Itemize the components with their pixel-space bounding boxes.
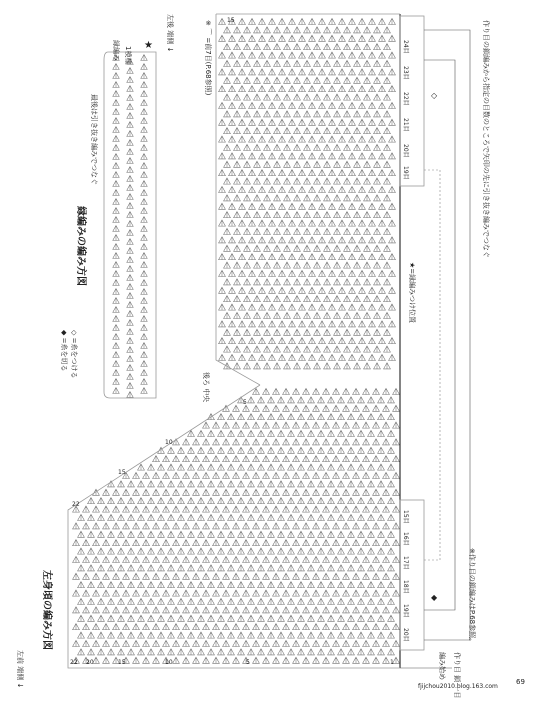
back-center-label: 後ろ 中央 bbox=[202, 372, 210, 403]
row-number-20: 20 bbox=[86, 659, 94, 666]
top-row-15: 15 bbox=[227, 17, 235, 24]
lower-body-lace-mesh bbox=[73, 388, 400, 663]
legend-cut-yarn: ◆ =糸を切る bbox=[60, 330, 68, 372]
watermark-text: fjijchou2010.blog.163.com bbox=[418, 683, 498, 690]
start-label: 編み始め bbox=[438, 652, 446, 680]
cut-marker: ◆ bbox=[431, 593, 438, 602]
stitch-count-23: 23目 bbox=[402, 66, 409, 80]
edging-position-note: ★=縁編みつけ位置 bbox=[408, 262, 416, 324]
stitch-count-21: 21目 bbox=[402, 118, 409, 132]
edging-lace-strip bbox=[113, 55, 147, 398]
stitch-count-15: 15目 bbox=[402, 510, 409, 524]
stitch-count-19: 19目 bbox=[402, 166, 409, 180]
edging-position-dashed bbox=[424, 170, 440, 560]
stitch-count-18: 18目 bbox=[402, 580, 409, 594]
chain-note: 作り目 鎖 一目 bbox=[453, 652, 461, 699]
row-number-15: 15 bbox=[118, 659, 126, 666]
left-front-label: 左前 端側 ↓ bbox=[16, 650, 24, 689]
join-marker: ◇ bbox=[431, 91, 438, 100]
upper-row-5: 5 bbox=[243, 399, 247, 406]
upper-row-22: 22 bbox=[72, 501, 80, 508]
connector-line-2 bbox=[424, 60, 455, 610]
row7-note: ※ ⌒ =前7目(P.68参照) bbox=[204, 20, 212, 96]
page-number: 69 bbox=[516, 678, 525, 686]
edging-one-pattern-label: 1模様 bbox=[124, 46, 132, 65]
edging-label: 縁編み bbox=[112, 40, 120, 61]
stitch-count-20: 20目 bbox=[402, 144, 409, 158]
row-number-10: 10 bbox=[165, 659, 173, 666]
stitch-count-19b: 19目 bbox=[402, 604, 409, 618]
upper-body-lace-mesh bbox=[219, 18, 396, 369]
stitch-count-20b: 20目 bbox=[402, 628, 409, 642]
foundation-ref-note: ※作り目の鎖編みはP.68参照。 bbox=[468, 548, 476, 646]
row-number-22: 22 bbox=[70, 659, 78, 666]
upper-row-15: 15 bbox=[118, 469, 126, 476]
row-number-5: 5 bbox=[246, 659, 250, 666]
stitch-count-17: 17目 bbox=[402, 556, 409, 570]
upper-row-10: 10 bbox=[165, 439, 173, 446]
row-number-1: 1 bbox=[390, 659, 394, 666]
edging-join-note: 最後は引き抜き編みでつなぐ bbox=[90, 94, 98, 185]
edging-chart-title: 縁編みの編み方図 bbox=[75, 206, 86, 286]
left-back-label: 左後 端側 ↓ bbox=[166, 14, 174, 53]
stitch-count-24: 24目 bbox=[402, 40, 409, 54]
connector-line-1 bbox=[424, 30, 470, 640]
star-marker: ★ bbox=[144, 40, 153, 51]
foundation-note: 作り目の鎖編みから指定の目数のところで矢印の先に引き抜き編みでつなぐ bbox=[482, 20, 490, 258]
stitch-count-22: 22目 bbox=[402, 92, 409, 106]
legend-join-yarn: ◇ =糸をつける bbox=[70, 330, 78, 379]
left-body-title: 左身頃の編み方図 bbox=[41, 570, 52, 650]
stitch-count-16: 16目 bbox=[402, 532, 409, 546]
